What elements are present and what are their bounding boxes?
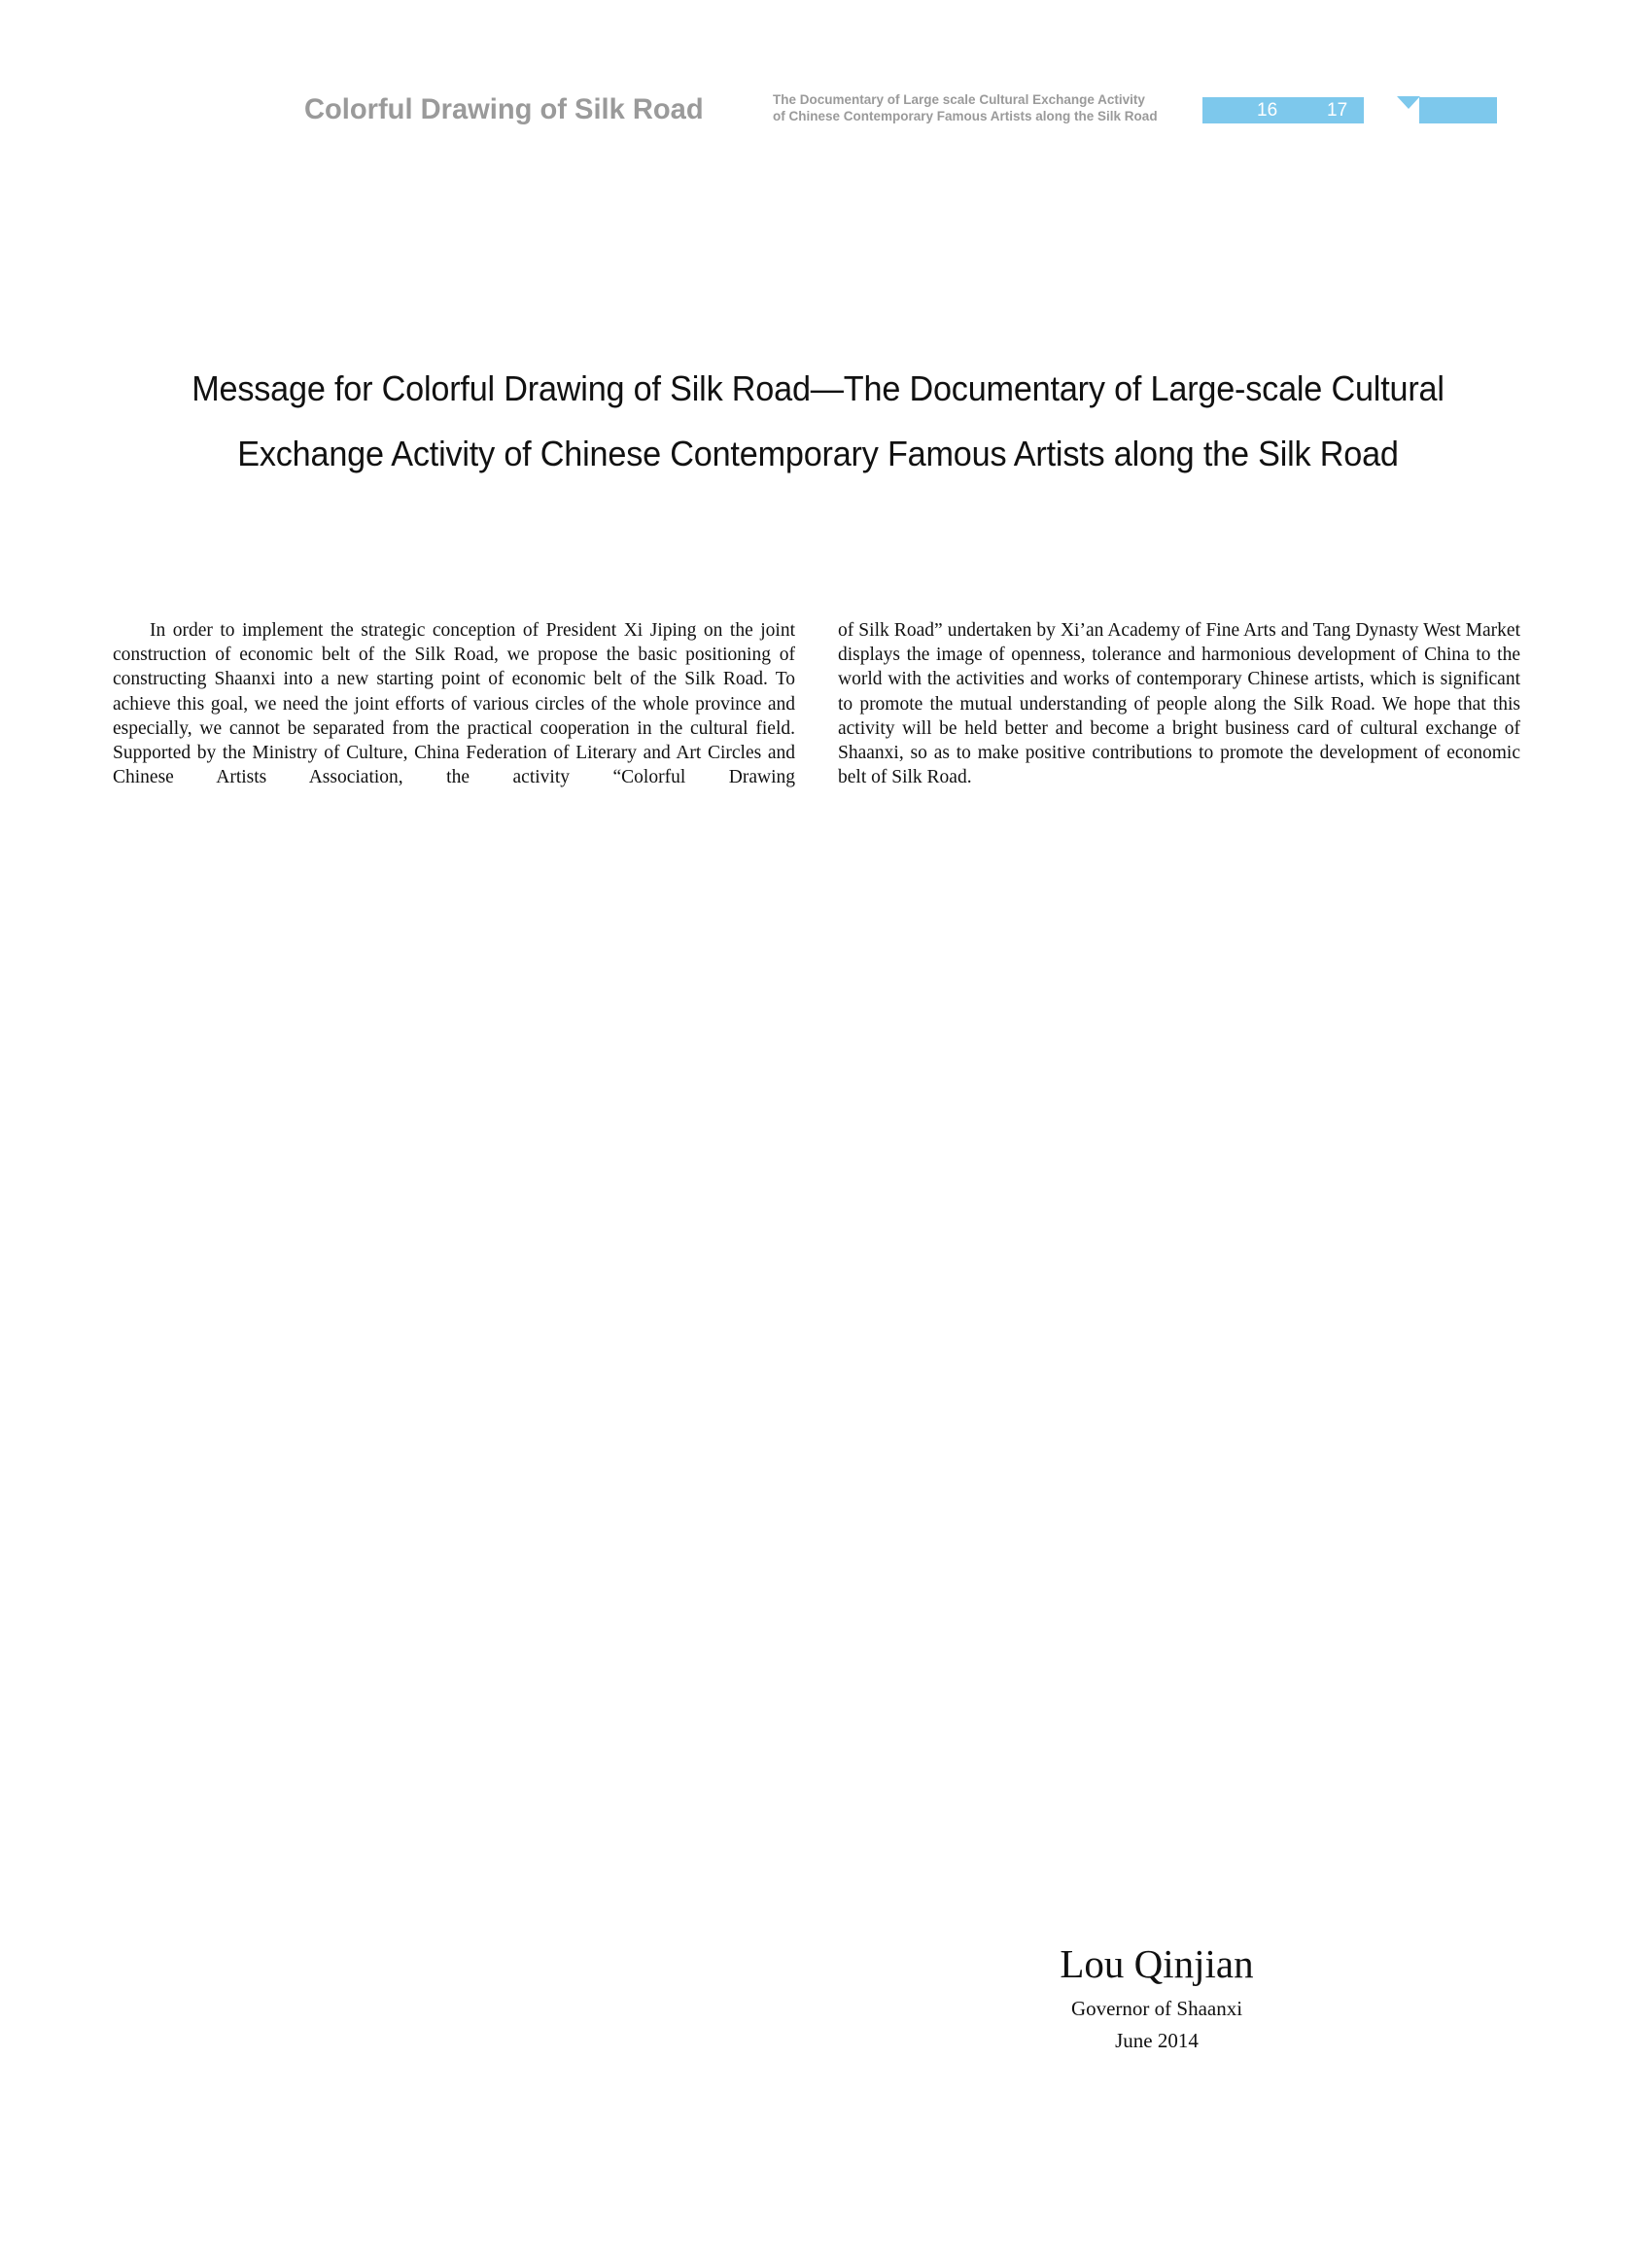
header-book-subtitle: [773, 92, 1158, 124]
page-number-box: [1202, 97, 1364, 123]
page-number-left: 16: [1257, 100, 1278, 121]
signature-name: Lou Qinjian: [1060, 1941, 1254, 1986]
body-text-column-left: In order to implement the strategic conception of President Xi Jiping on the joint construction of economic belt of the Silk Road, we propose the basic positioning of constructing Shaanxi into a new starting point of economic belt of the Silk Road. To achieve this goal, we need the joint efforts of various circles of the whole province and especially, we cannot be separated from the practical cooperation in the cultural field. Supported by the Ministry of Culture, China Federation of Literary and Art Circles and Chinese Artists Association, the activity “Colorful Drawing: [113, 620, 795, 788]
page-number-right: 17: [1327, 100, 1348, 121]
article-title-line2: Exchange Activity of Chinese Contemporary Famous Artists along the Silk Road: [237, 434, 1399, 473]
article-title: [0, 356, 1636, 486]
bookmark-triangle-icon: [1397, 96, 1420, 109]
header-book-subtitle-line2: of Chinese Contemporary Famous Artists along the Silk Road: [773, 108, 1158, 123]
article-title-line1: Message for Colorful Drawing of Silk Road—The Documentary of Large-scale Cultural: [191, 368, 1445, 408]
header-book-subtitle-line1: The Documentary of Large scale Cultural Exchange Activity: [773, 92, 1145, 107]
signature-role: Governor of Shaanxi: [1070, 1997, 1243, 2020]
header-book-title: Colorful Drawing of Silk Road: [304, 93, 704, 125]
body-text-column-right: of Silk Road” undertaken by Xi’an Academy of Fine Arts and Tang Dynasty West Market displays the image of openness, tolerance and harmonious development of China to the world with the activities and works of contemporary Chinese artists, which is significant to promote the mutual understanding of people along the Silk Road. We hope that this activity will be held better and become a bright business card of cultural exchange of Shaanxi, so as to make positive contributions to promote the development of economic belt of Silk Road.: [838, 620, 1520, 788]
signature-date: June 2014: [1115, 2029, 1199, 2052]
header-accent-box: [1419, 97, 1497, 123]
signature-block: [875, 1942, 1439, 2052]
